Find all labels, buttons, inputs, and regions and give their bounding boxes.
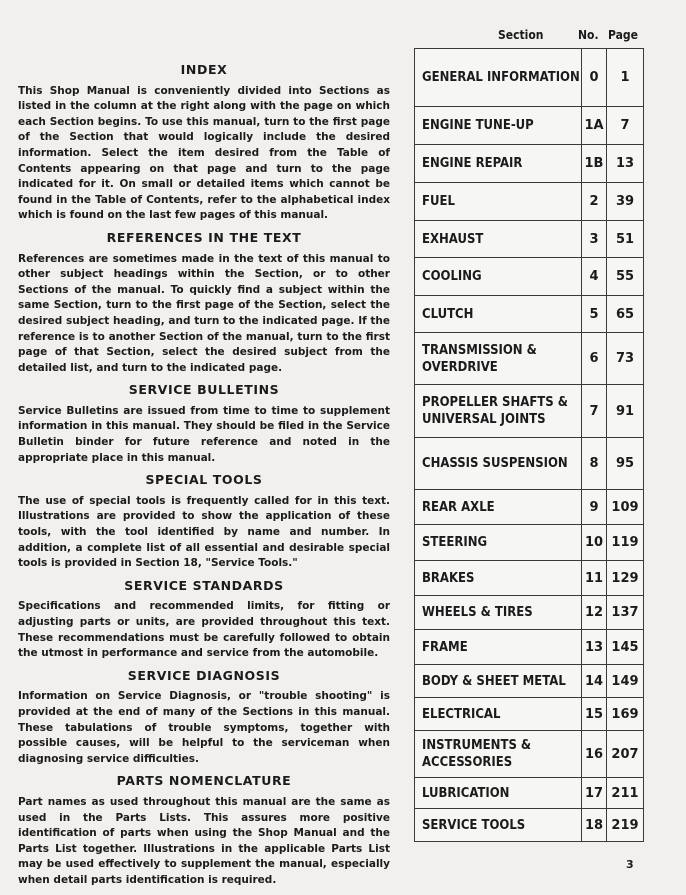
toc-header-no: No. — [578, 28, 599, 42]
toc-row — [415, 183, 644, 221]
toc-section-page: 55 — [607, 258, 644, 296]
toc-section-page: 109 — [607, 490, 644, 525]
toc-section-number: 17 — [582, 778, 607, 809]
toc-section-number: 12 — [582, 596, 607, 630]
toc-section-page: 207 — [607, 731, 644, 778]
section-text: Specifications and recommended limits, for fitting or adjusting parts or units, are provided throughout this text. These recommendations must be carefully followed to obtain the utmost in performance and service from the automobile. — [18, 600, 390, 660]
section-heading: SPECIAL TOOLS — [145, 472, 263, 488]
toc-section-page: 129 — [607, 561, 644, 596]
toc-section-name: ELECTRICAL — [415, 698, 582, 731]
toc-row — [415, 49, 644, 107]
toc-section-number: 13 — [582, 630, 607, 665]
section-references — [18, 230, 390, 376]
toc-row — [415, 561, 644, 596]
toc-row — [415, 221, 644, 258]
toc-section-number: 1A — [582, 107, 607, 145]
toc-section-number: 14 — [582, 665, 607, 698]
toc-row — [415, 385, 644, 438]
section-index — [18, 62, 390, 224]
toc-section-page: 169 — [607, 698, 644, 731]
toc-row — [415, 809, 644, 842]
toc-section-name: COOLING — [415, 258, 582, 296]
page-number: 3 — [626, 858, 634, 871]
toc-row — [415, 596, 644, 630]
left-column — [18, 62, 390, 895]
toc-row — [415, 665, 644, 698]
toc-section-name: ENGINE TUNE-UP — [415, 107, 582, 145]
toc-section-page: 145 — [607, 630, 644, 665]
toc-header-page: Page — [608, 28, 638, 42]
section-text: This Shop Manual is conveniently divided into Sections as listed in the column at the right along with the page on which each Section begins. To use this manual, turn to the first page of the Section that would logically include the desired information. Select the item desired from the Table of Contents appearing on that page and turn to the page indicated for it. On small or detailed items which cannot be found in the Table of Contents, refer to the alphabetical index which is found on the last few pages of this manual. — [18, 84, 390, 222]
toc-row — [415, 145, 644, 183]
toc-section-name: EXHAUST — [415, 221, 582, 258]
toc-section-number: 7 — [582, 385, 607, 438]
toc-section-page: 119 — [607, 525, 644, 561]
section-heading: INDEX — [180, 62, 228, 77]
toc-section-number: 3 — [582, 221, 607, 258]
toc-section-name: REAR AXLE — [415, 490, 582, 525]
toc-row — [415, 438, 644, 490]
toc-section-number: 16 — [582, 731, 607, 778]
toc-row — [415, 698, 644, 731]
toc-section-name: FRAME — [415, 630, 582, 665]
toc-row — [415, 731, 644, 778]
toc-section-page: 65 — [607, 296, 644, 333]
toc-section-name: PROPELLER SHAFTS & UNIVERSAL JOINTS — [415, 385, 582, 438]
toc-section-name: WHEELS & TIRES — [415, 596, 582, 630]
toc-section-name: LUBRICATION — [415, 778, 582, 809]
toc-section-number: 0 — [582, 49, 607, 107]
toc-section-page: 1 — [607, 49, 644, 107]
toc-row — [415, 333, 644, 385]
toc-section-name: INSTRUMENTS & ACCESSORIES — [415, 731, 582, 778]
toc-section-page: 219 — [607, 809, 644, 842]
toc-section-page: 51 — [607, 221, 644, 258]
section-text: Service Bulletins are issued from time to time to supplement information in this manual. They should be filed in the Service Bulletin binder for future reference and noted in the appropriate place in this manual. — [18, 404, 390, 464]
toc-section-number: 15 — [582, 698, 607, 731]
toc-section-name: CHASSIS SUSPENSION — [415, 438, 582, 490]
section-service-bulletins — [18, 382, 390, 466]
toc-section-number: 4 — [582, 258, 607, 296]
toc-section-name: GENERAL INFORMATION — [415, 49, 582, 107]
toc-table — [414, 48, 644, 842]
toc-section-number: 1B — [582, 145, 607, 183]
toc-section-page: 91 — [607, 385, 644, 438]
section-heading: SERVICE DIAGNOSIS — [127, 667, 281, 683]
toc-row — [415, 778, 644, 809]
toc-section-number: 18 — [582, 809, 607, 842]
toc-section-page: 211 — [607, 778, 644, 809]
toc-section-page: 73 — [607, 333, 644, 385]
toc-section-name: ENGINE REPAIR — [415, 145, 582, 183]
section-special-tools — [18, 472, 390, 572]
section-text: Part names as used throughout this manual are the same as used in the Parts Lists. This assures more positive identification of parts when using the Shop Manual and the Parts List together. Illustrations in the applicable Parts List may be used effectively to supplement the manual, especially when detail parts identification is required. — [18, 795, 390, 886]
toc-section-number: 10 — [582, 525, 607, 561]
section-text: References are sometimes made in the text of this manual to other subject headings within the Section, or to other Sections of the manual. To quickly find a subject within the same Section, turn to the first page of the Section, select the desired subject heading, and turn to the indicated page. If the reference is to another Section of the manual, turn to the first page of that Section, select the desired subject from the detailed list, and turn to the indicated page. — [18, 252, 390, 374]
toc-section-name: BODY & SHEET METAL — [415, 665, 582, 698]
toc-section-number: 6 — [582, 333, 607, 385]
toc-section-number: 5 — [582, 296, 607, 333]
toc-section-number: 9 — [582, 490, 607, 525]
toc-section-page: 13 — [607, 145, 644, 183]
toc-section-page: 95 — [607, 438, 644, 490]
toc-section-name: SERVICE TOOLS — [415, 809, 582, 842]
toc-row — [415, 630, 644, 665]
toc-row — [415, 296, 644, 333]
toc-section-number: 2 — [582, 183, 607, 221]
toc-header-section: Section — [498, 28, 544, 42]
section-text: Information on Service Diagnosis, or "trouble shooting" is provided at the end of many of the Sections in this manual. These tabulations of trouble symptoms, together with possible causes, will be helpful to the serviceman when diagnosing service difficulties. — [18, 690, 390, 765]
toc-header — [414, 28, 642, 46]
toc-section-page: 39 — [607, 183, 644, 221]
toc-section-page: 7 — [607, 107, 644, 145]
toc-section-name: TRANSMISSION & OVERDRIVE — [415, 333, 582, 385]
section-service-diagnosis — [18, 668, 390, 768]
section-parts-nomenclature — [18, 773, 390, 888]
section-service-standards — [18, 578, 390, 662]
toc-section-name: FUEL — [415, 183, 582, 221]
section-heading: SERVICE BULLETINS — [128, 382, 280, 398]
toc-section-page: 149 — [607, 665, 644, 698]
toc-row — [415, 107, 644, 145]
toc-section-name: BRAKES — [415, 561, 582, 596]
toc-row — [415, 258, 644, 296]
toc-row — [415, 490, 644, 525]
toc-row — [415, 525, 644, 561]
section-heading: SERVICE STANDARDS — [124, 577, 284, 593]
toc-section-number: 11 — [582, 561, 607, 596]
toc-section-number: 8 — [582, 438, 607, 490]
section-text: The use of special tools is frequently called for in this text. Illustrations are provided to show the application of these tools, with the tool identified by name and number. In addition, a complete list of all essential and desirable special tools is provided in Section 18, "Service Tools." — [18, 494, 390, 570]
section-heading: REFERENCES IN THE TEXT — [106, 229, 302, 245]
toc-section-name: STEERING — [415, 525, 582, 561]
section-heading: PARTS NOMENCLATURE — [116, 773, 292, 789]
toc-section-name: CLUTCH — [415, 296, 582, 333]
toc-section-page: 137 — [607, 596, 644, 630]
